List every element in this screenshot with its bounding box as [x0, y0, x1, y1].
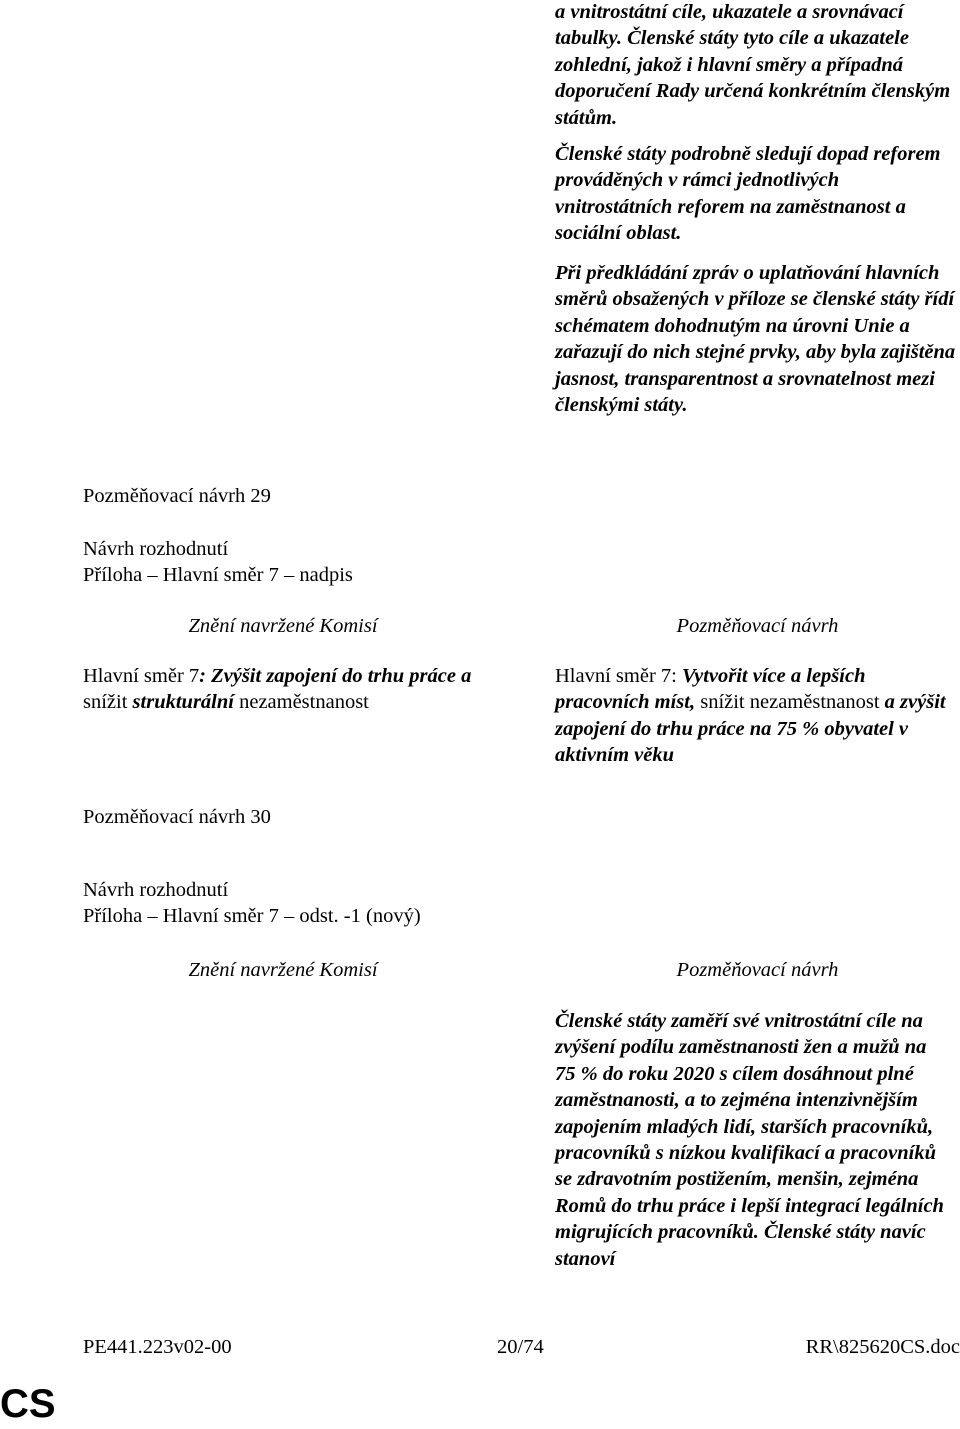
amendment-29-ref-annex: Příloha – Hlavní směr 7 – nadpis [83, 564, 353, 586]
monitoring-paragraph: Členské státy podrobně sledují dopad reforem prováděných v rámci jednotlivých vnitrostátních reforem na zaměstnanost a sociální oblast. [555, 143, 941, 245]
amendment-29-amendment-text [555, 663, 950, 769]
amendment-30-amendment-heading: Pozměňovací návrh [676, 959, 839, 981]
guideline-label: Hlavní směr 7 [83, 665, 200, 687]
inserted-text: a zvýšit zapojení do trhu práce na 75 % obyvatel v aktivním věku [555, 691, 946, 767]
amendment-29-amendment-heading: Pozměňovací návrh [676, 615, 839, 637]
inserted-text: Vytvořit více a lepších pracovních míst, [555, 665, 866, 714]
amendment-30-amendment-text: Členské státy zaměří své vnitrostátní cíle na zvýšení podílu zaměstnanosti žen a mužů na 75 % do roku 2020 s cílem dosáhnout plné zaměstnanosti, a to zejména intenzivnějším zapojením mladých lidí, starších pracovníků, pracovníků s nízkou kvalifikací a pracovníků se zdravotním postižením, menšin, zejména Romů do trhu práce i lepší integrací legálních migrujících pracovníků. Členské státy navíc stanoví [555, 1010, 944, 1270]
amendment-30-commission-heading: Znění navržené Komisí [188, 959, 378, 981]
amendment-30-title: Pozměňovací návrh 30 [83, 806, 271, 828]
deleted-text: : Zvýšit zapojení do trhu práce a [199, 665, 472, 687]
plain-text: nezaměstnanost [233, 691, 369, 714]
amendment-30-ref-annex: Příloha – Hlavní směr 7 – odst. -1 (nový) [83, 905, 421, 927]
reporting-paragraph: Při předkládání zpráv o uplatňování hlavních směrů obsažených v příloze se členské státy řídí schématem dohodnutým na úrovni Unie a zařazují do nich stejné prvky, aby byla zajištěna jasnost, transparentnost a srovnatelnost mezi členskými státy. [555, 262, 956, 417]
amendment-29-title: Pozměňovací návrh 29 [83, 485, 271, 507]
footer-file-name: RR\825620CS.doc [805, 1336, 960, 1358]
plain-text: snížit nezaměstnanost [695, 691, 885, 714]
plain-text: snížit [83, 691, 133, 714]
language-code: CS [0, 1382, 56, 1426]
amendment-30-ref-proposal: Návrh rozhodnutí [83, 879, 229, 901]
guideline-label: Hlavní směr 7: [555, 665, 682, 687]
amendment-29-commission-text [83, 663, 488, 716]
continuation-paragraph: a vnitrostátní cíle, ukazatele a srovnávací tabulky. Členské státy tyto cíle a ukazatele zohlední, jakož i hlavní směry a případná doporučení Rady určená konkrétním členským státům. [555, 1, 951, 129]
amendment-29-ref-proposal: Návrh rozhodnutí [83, 538, 229, 560]
footer-page-number: 20/74 [497, 1336, 544, 1358]
deleted-text: strukturální [132, 691, 234, 714]
footer-document-number: PE441.223v02-00 [83, 1336, 232, 1358]
amendment-29-commission-heading: Znění navržené Komisí [188, 615, 378, 637]
